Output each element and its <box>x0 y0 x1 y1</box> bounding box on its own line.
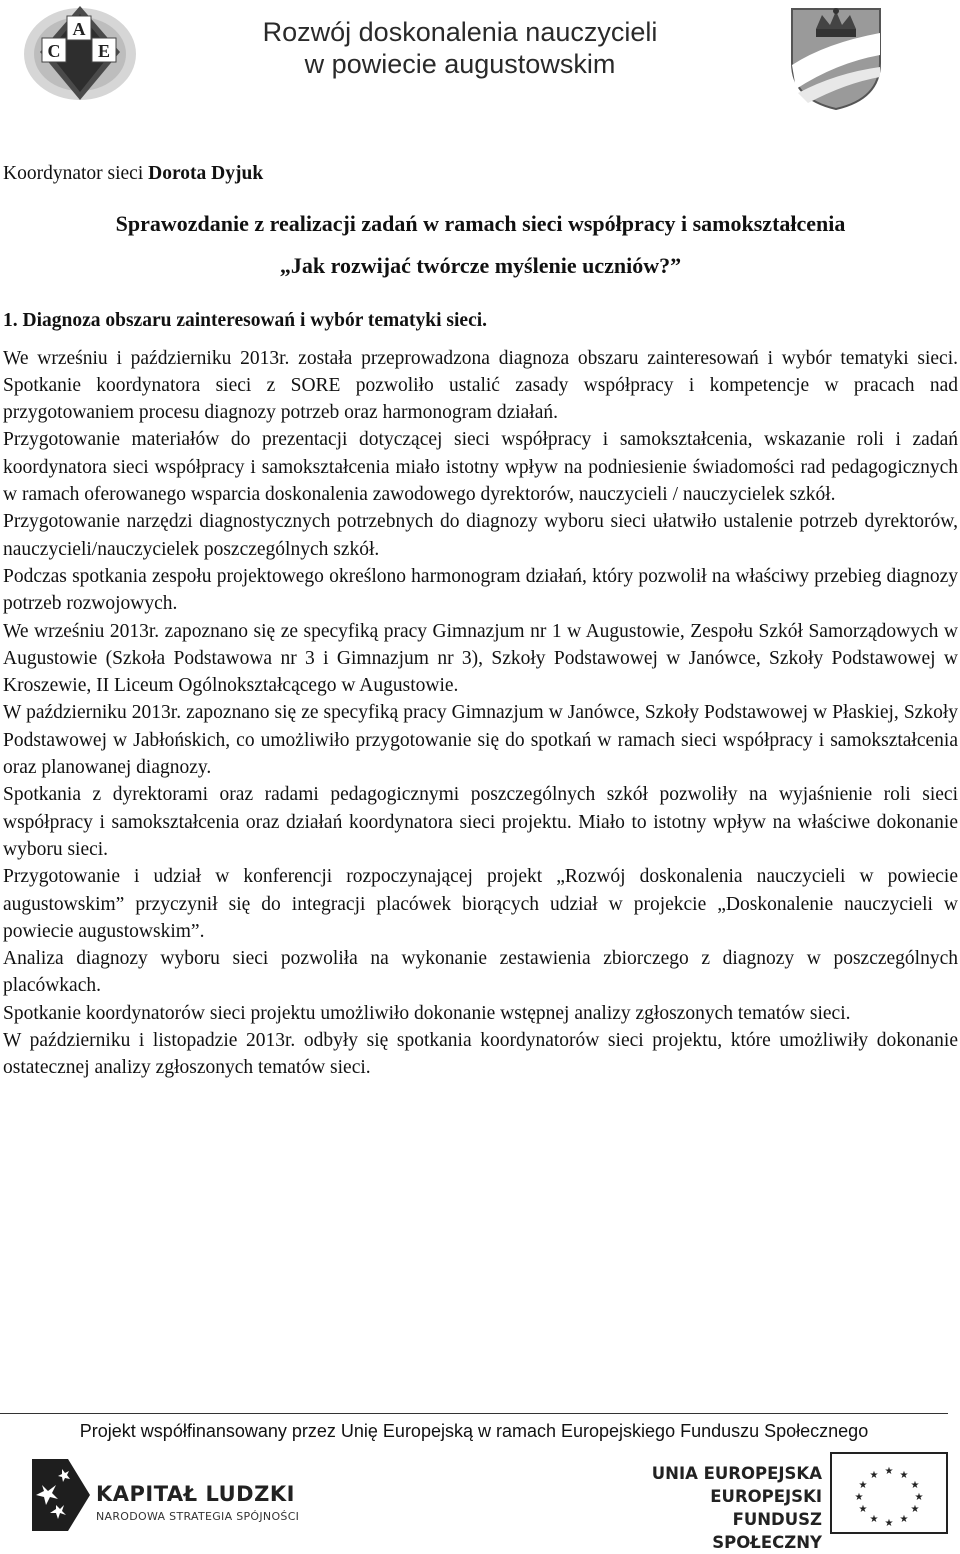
svg-text:★: ★ <box>910 1480 920 1491</box>
paragraph: We wrześniu i październiku 2013r. została przeprowadzona diagnoza obszaru zainteresowań i wybór tematyki sieci. Spotkanie koordynatora sieci z SORE pozwoliło ustalić zasady współpracy i kompetencje w pracach nad przygotowaniem procesu diagnozy potrzeb oraz harmonogram działań. <box>3 347 958 424</box>
svg-text:★: ★ <box>899 1514 909 1525</box>
paragraph: Przygotowanie i udział w konferencji rozpoczynającej projekt „Rozwój doskonalenia nauczycieli w powiecie augustowskim” przyczynił się do integracji placówek biorących udział w projekcie „Doskonalenie nauczycieli w powiecie augustowskim”. <box>3 866 958 942</box>
cae-logo <box>20 4 140 104</box>
svg-text:★: ★ <box>910 1504 920 1515</box>
section-heading: 1. Diagnoza obszaru zainteresowań i wybór tematyki sieci. <box>3 310 488 332</box>
coordinator-name: Dorota Dyjuk <box>148 163 264 184</box>
paragraph: Spotkanie koordynatorów sieci projektu umożliwiło dokonanie wstępnej analizy zgłoszonych tematów sieci. <box>3 1002 851 1024</box>
paragraph: Przygotowanie narzędzi diagnostycznych potrzebnych do diagnozy wyboru sieci ułatwiło ustalenie potrzeb dyrektorów, nauczycieli/nauczycielek poszczególnych szkół. <box>3 511 958 560</box>
header-title <box>170 16 750 80</box>
eu-fund-label <box>640 1462 822 1554</box>
footer-divider <box>0 1413 948 1414</box>
logo-letter-a: A <box>72 19 86 39</box>
logo-letter-c: C <box>47 41 61 61</box>
report-document <box>3 160 958 1082</box>
kapital-ludzki-logo-icon <box>28 1455 94 1535</box>
report-subtitle: „Jak rozwijać twórcze myślenie uczniów?” <box>279 253 682 279</box>
eu-line-3: FUNDUSZ SPOŁECZNY <box>712 1510 822 1552</box>
logo-letter-e: E <box>97 41 111 61</box>
page-header <box>0 0 960 110</box>
paragraph: Spotkania z dyrektorami oraz radami pedagogicznymi poszczególnych szkół pozwoliły na wyjaśnienie roli sieci współpracy i samokształcenia oraz działań koordynatora sieci projektu. Miało to istotny wpływ na właściwe dokonanie wyboru sieci. <box>3 784 958 860</box>
header-title-line2: w powiecie augustowskim <box>304 49 616 79</box>
header-title-line1: Rozwój doskonalenia nauczycieli <box>262 17 658 47</box>
coordinator-line <box>3 160 958 187</box>
eu-line-1: UNIA EUROPEJSKA <box>651 1464 822 1483</box>
svg-text:★: ★ <box>858 1480 868 1491</box>
report-body <box>3 345 958 1082</box>
paragraph: Przygotowanie materiałów do prezentacji dotyczącej sieci współpracy i samokształcenia, wskazanie roli i zadań koordynatora sieci współpracy i samokształcenia miało istotny wpływ na podniesienie świadomości rad pedagogicznych w ramach oferowanego wsparcia doskonalenia zawodowego dyrektorów, nauczycieli / nauczycielek szkół. <box>3 429 958 506</box>
paragraph: Analiza diagnozy wyboru sieci pozwoliła na wykonanie zestawienia zbiorczego z diagnozy w poszczególnych placówkach. <box>3 948 958 997</box>
paragraph: W październiku i listopadzie 2013r. odbyły się spotkania koordynatorów sieci projektu, które umożliwiły dokonanie ostatecznej analizy zgłoszonych tematów sieci. <box>3 1030 958 1079</box>
eu-line-2: EUROPEJSKI <box>710 1487 822 1506</box>
svg-text:★: ★ <box>854 1492 864 1503</box>
paragraph: We wrześniu 2013r. zapoznano się ze specyfiką pracy Gimnazjum nr 1 w Augustowie, Zespołu Szkół Samorządowych w Augustowie (Szkoła Podstawowa nr 3 i Gimnazjum nr 3), Szkoły Podstawowej w Janówce, Szkoły Podstawowej w Kroszewie, II Liceum Ogólnokształcącego w Augustowie. <box>3 620 958 697</box>
paragraph: Podczas spotkania zespołu projektowego określono harmonogram działań, który pozwolił na właściwy przebieg diagnozy potrzeb rozwojowych. <box>3 565 958 615</box>
svg-text:★: ★ <box>858 1504 868 1515</box>
svg-text:★: ★ <box>869 1514 879 1525</box>
eu-flag-icon <box>830 1452 948 1534</box>
paragraph: W październiku 2013r. zapoznano się ze specyfiką pracy Gimnazjum w Janówce, Szkoły Podstawowej w Płaskiej, Szkoły Podstawowej w Jabłońskich, co umożliwiło przygotowanie się do spotkań w ramach sieci współpracy i samokształcenia oraz planowanej diagnozy. <box>3 702 958 779</box>
kapital-ludzki-name: KAPITAŁ LUDZKI <box>96 1482 295 1506</box>
svg-text:★: ★ <box>899 1470 909 1481</box>
svg-text:★: ★ <box>884 1518 894 1529</box>
footer-text: Projekt współfinansowany przez Unię Europejską w ramach Europejskiego Funduszu Społecznego <box>79 1421 869 1441</box>
svg-text:★: ★ <box>869 1470 879 1481</box>
svg-text:★: ★ <box>914 1492 924 1503</box>
county-crest <box>786 3 886 113</box>
svg-text:★: ★ <box>884 1466 894 1477</box>
kapital-ludzki-subtitle: NARODOWA STRATEGIA SPÓJNOŚCI <box>96 1510 300 1523</box>
report-title: Sprawozdanie z realizacji zadań w ramach sieci współpracy i samokształcenia <box>115 211 846 237</box>
coordinator-label: Koordynator sieci <box>3 163 144 184</box>
